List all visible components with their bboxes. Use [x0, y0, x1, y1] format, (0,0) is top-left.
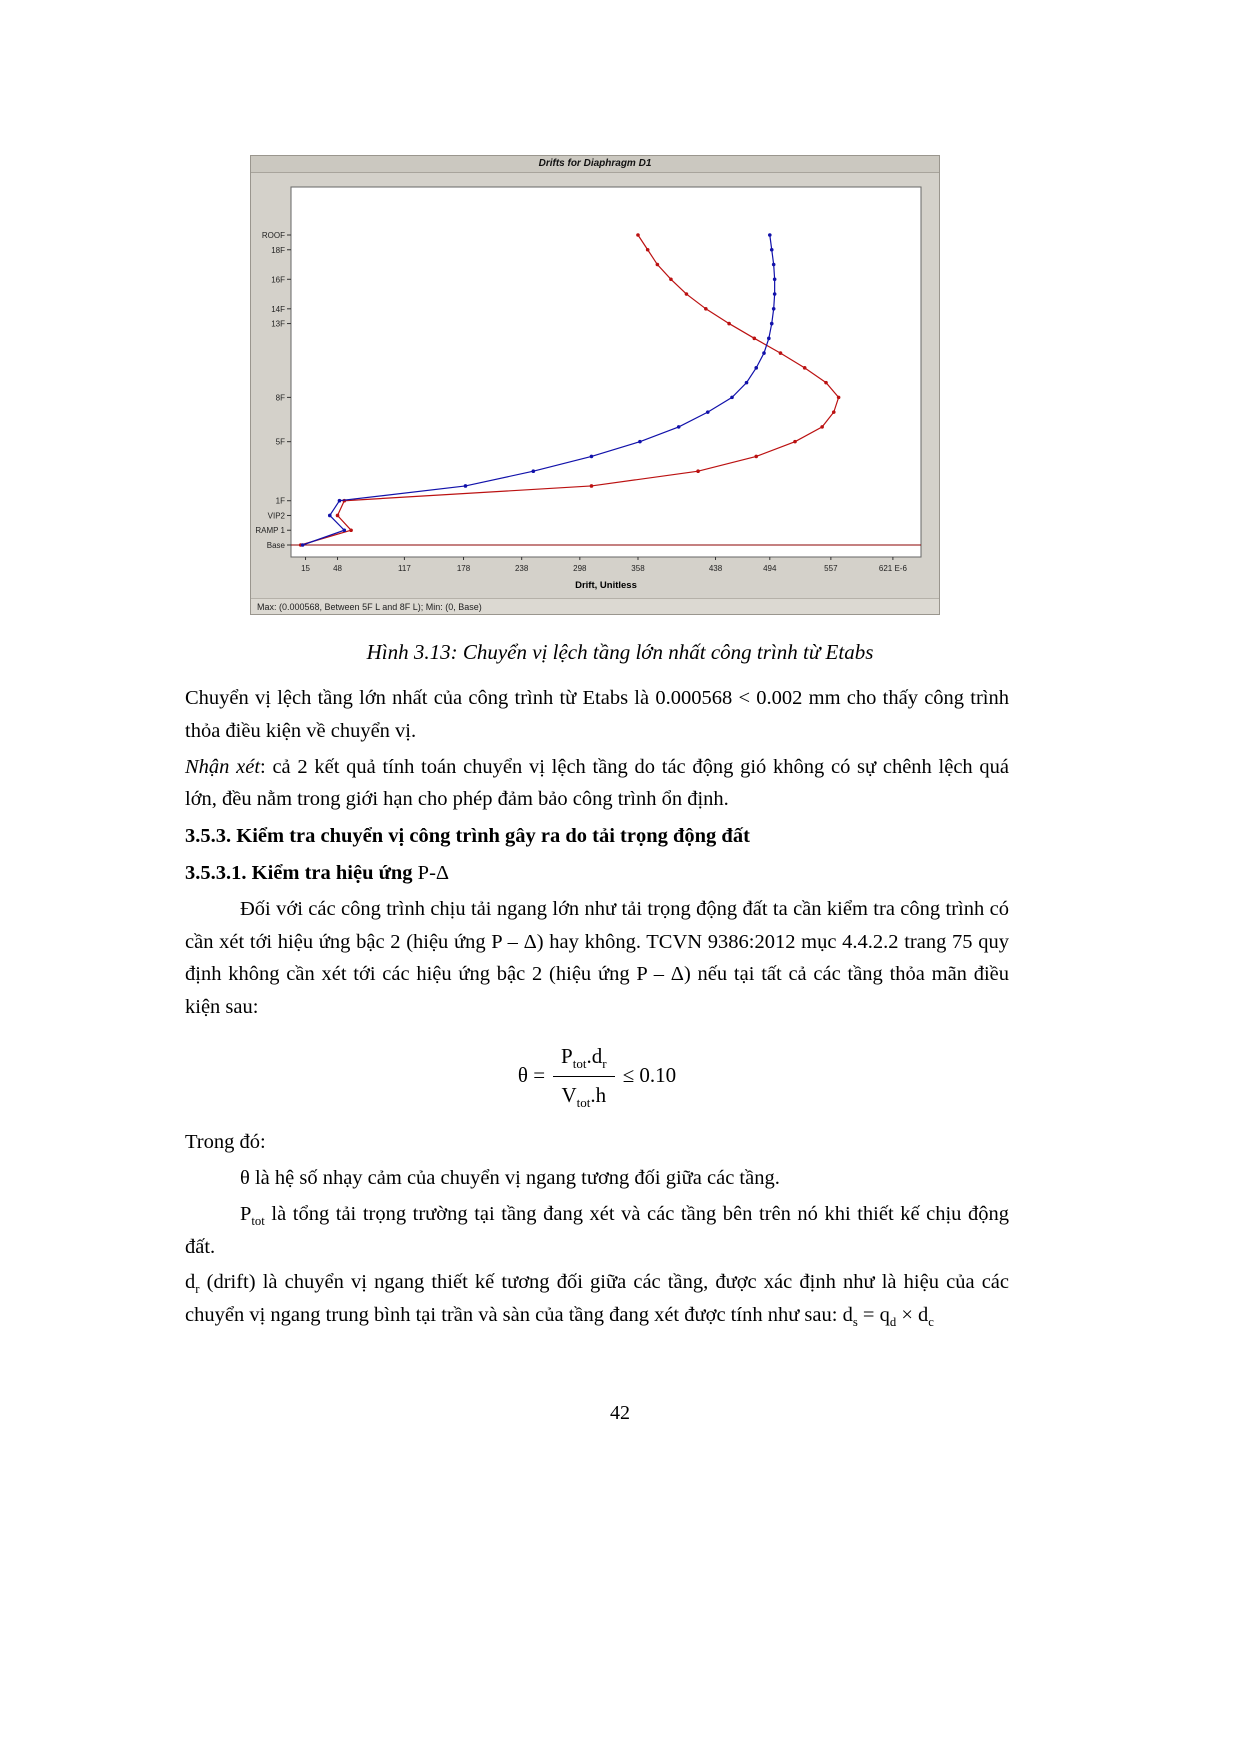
svg-text:ROOF: ROOF [261, 231, 285, 240]
ds-formula: $d_s = q_d \times d_c$ [842, 1304, 934, 1330]
ptot-description: là tổng tải trọng trường tại tầng đang xét và các tầng bên trên nó khi thiết kế chịu động đất. [185, 1202, 1009, 1258]
theta-formula [185, 1040, 1009, 1112]
drift-chart [251, 173, 939, 593]
page-number: 42 [610, 1402, 630, 1424]
svg-text:298: 298 [573, 564, 587, 573]
svg-text:557: 557 [824, 564, 838, 573]
svg-text:Base: Base [266, 541, 285, 550]
svg-text:18F: 18F [271, 245, 285, 255]
formula-denominator: $V_{tot}.h$ [561, 1082, 607, 1110]
heading-3-5-3-1-text: 3.5.3.1. Kiểm tra hiệu ứng [185, 861, 418, 884]
dr-description: (drift) là chuyển vị ngang thiết kế tương đối giữa các tầng, được xác định như là hiệu của các chuyển vị ngang trung bình tại trần và sàn của tầng đang xét được tính như sau: [185, 1271, 1009, 1327]
formula-lhs: θ = [517, 1063, 546, 1088]
svg-text:178: 178 [456, 564, 471, 573]
body-text-block [185, 682, 1009, 1335]
theta-description: là hệ số nhạy cảm của chuyển vị ngang tương đối giữa các tầng. [249, 1166, 780, 1189]
chart-plot-area [251, 173, 939, 598]
paragraph-p-delta-intro: Đối với các công trình chịu tải ngang lớn như tải trọng động đất ta cần kiểm tra công trình có cần xét tới hiệu ứng bậc 2 (hiệu ứng P – Δ) hay không. TCVN 9386:2012 mục 4.4.2.2 trang 75 quy định không cần xét tới các hiệu ứng bậc 2 (hiệu ứng P – Δ) nếu tại tất cả các tầng thỏa mãn điều kiện sau: [185, 897, 1009, 1019]
label-trong-do: Trong đó: [185, 1131, 266, 1154]
ptot-symbol: P [240, 1202, 252, 1225]
svg-text:Drift, Unitless: Drift, Unitless [575, 580, 637, 591]
chart-title: Drifts for Diaphragm D1 [251, 156, 939, 173]
drift-result-text-b: cho thấy công trình thỏa điều kiện về chuyển vị. [185, 687, 1010, 742]
heading-p-delta-symbol: P-Δ [417, 861, 450, 884]
svg-text:438: 438 [708, 564, 723, 573]
formula-rhs: ≤ 0.10 [622, 1063, 677, 1088]
svg-text:14F: 14F [271, 304, 285, 314]
svg-text:5F: 5F [275, 437, 285, 447]
drift-result-text-a: Chuyển vị lệch tầng lớn nhất của công trình từ Etabs là [185, 687, 656, 709]
heading-3-5-3: 3.5.3. Kiểm tra chuyển vị công trình gây ra do tải trọng động đất [185, 825, 750, 848]
svg-text:16F: 16F [271, 275, 285, 285]
explain-dr [185, 1266, 1009, 1332]
svg-text:621 E-6: 621 E-6 [878, 564, 907, 573]
formula-numerator: $P_{tot}.d_r$ [553, 1040, 615, 1077]
svg-text:VIP2: VIP2 [267, 511, 285, 521]
svg-text:494: 494 [763, 564, 777, 573]
explain-theta [185, 1162, 1009, 1195]
svg-text:15: 15 [301, 564, 310, 573]
explain-ptot [185, 1198, 1009, 1264]
remark-text: : cả 2 kết quả tính toán chuyển vị lệch tầng do tác động gió không có sự chênh lệch quá lớn, đều nằm trong giới hạn cho phép đảm bảo công trình ổn định. [185, 755, 1009, 811]
svg-text:117: 117 [398, 564, 411, 573]
svg-text:RAMP 1: RAMP 1 [255, 526, 285, 536]
remark-label: Nhận xét [185, 755, 261, 778]
chart-status-text: Max: (0.000568, Between 5F L and 8F L); Min: (0, Base) [251, 598, 939, 614]
dr-subscript: r [195, 1282, 200, 1297]
paragraph-remark [185, 751, 1009, 817]
heading-3-5-3-1 [185, 857, 1009, 890]
svg-text:358: 358 [631, 564, 645, 573]
figure-caption: Hình 3.13: Chuyển vị lệch tầng lớn nhất công trình từ Etabs [366, 640, 874, 664]
svg-text:1F: 1F [275, 496, 285, 506]
svg-text:8F: 8F [275, 393, 285, 403]
formula-fraction [553, 1040, 615, 1112]
dr-symbol: d [185, 1271, 196, 1294]
svg-text:238: 238 [514, 564, 529, 573]
ptot-subscript: tot [251, 1213, 265, 1228]
drift-result-value: 0.000568 < 0.002 mm [655, 687, 841, 709]
theta-symbol: θ [240, 1166, 250, 1189]
etabs-drift-window [250, 155, 940, 615]
svg-text:13F: 13F [271, 319, 285, 329]
svg-text:48: 48 [333, 564, 342, 573]
paragraph-drift-result [185, 682, 1009, 748]
